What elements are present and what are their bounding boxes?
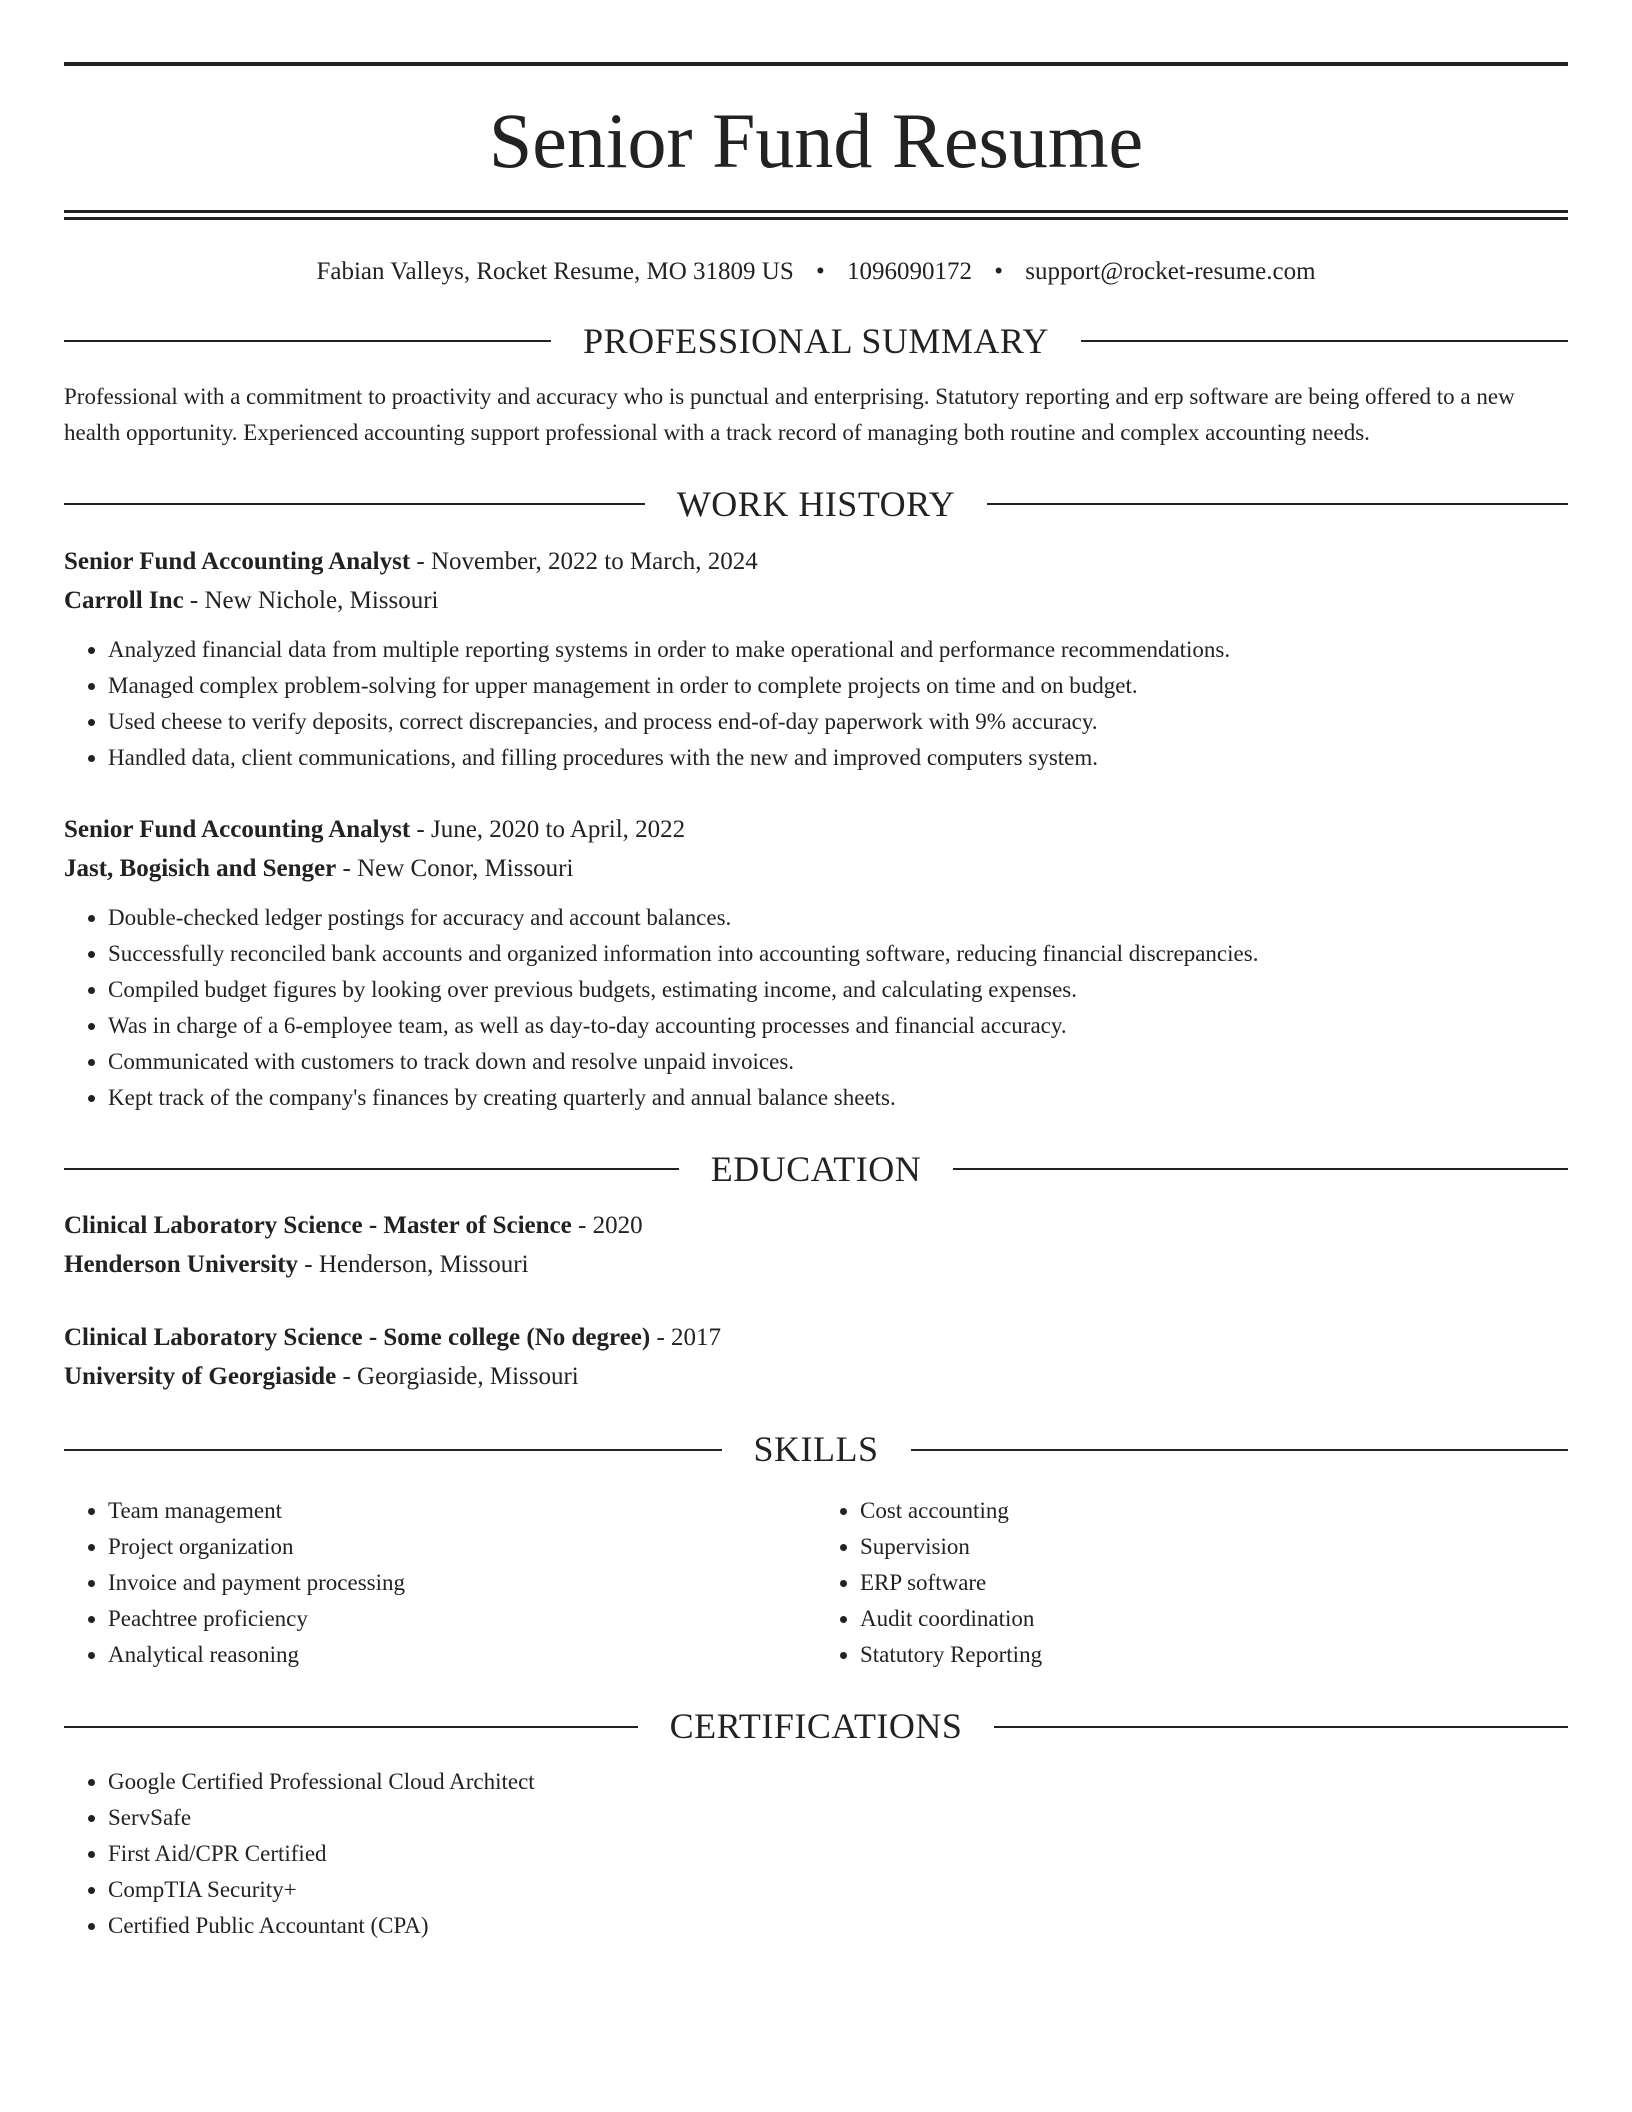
skills-list-left	[64, 1493, 816, 1673]
job-dates: - June, 2020 to April, 2022	[410, 815, 686, 843]
job-company-line	[64, 849, 1568, 888]
list-item: • Successfully reconciled bank accounts and organized information into accounting software, reducing financial discrepancies.	[108, 936, 1568, 972]
section-rule	[1081, 340, 1568, 342]
degree: Clinical Laboratory Science - Master of Science	[64, 1212, 572, 1240]
list-item: • Managed complex problem-solving for upper management in order to complete projects on time and on budget.	[108, 668, 1568, 704]
job-company: Jast, Bogisich and Senger	[64, 854, 337, 882]
skills-columns	[64, 1487, 1568, 1673]
job-entry	[64, 542, 1568, 776]
section-title: SKILLS	[753, 1429, 879, 1470]
section-rule	[64, 1168, 679, 1170]
school-location: - Georgiaside, Missouri	[336, 1363, 579, 1391]
list-item: • Supervision	[860, 1529, 1568, 1565]
section-rule	[64, 1449, 722, 1451]
section-rule	[994, 1726, 1568, 1728]
job-location: - New Nichole, Missouri	[183, 586, 439, 614]
section-rule	[64, 503, 645, 505]
list-item: • Certified Public Accountant (CPA)	[108, 1908, 1568, 1944]
section-title: CERTIFICATIONS	[669, 1706, 963, 1747]
contact-email: support@rocket-resume.com	[1025, 257, 1316, 285]
contact-separator: •	[815, 257, 825, 285]
summary-text: Professional with a commitment to proactivity and accuracy who is punctual and enterprising. Statutory reporting and erp software are being offered to a new health opportunity. Experienced accounting support professional with a track record of managing both routine and complex accounting needs.	[64, 383, 1515, 445]
job-title-line	[64, 810, 1568, 849]
job-dates: - November, 2022 to March, 2024	[410, 547, 758, 575]
job-location: - New Conor, Missouri	[336, 854, 574, 882]
job-role: Senior Fund Accounting Analyst	[64, 547, 411, 575]
contact-address: Fabian Valleys, Rocket Resume, MO 31809 US	[316, 257, 794, 285]
school-line	[64, 1245, 1568, 1284]
list-item: • Was in charge of a 6-employee team, as well as day-to-day accounting processes and financial accuracy.	[108, 1008, 1568, 1044]
list-item: • Compiled budget figures by looking over previous budgets, estimating income, and calculating expenses.	[108, 972, 1568, 1008]
degree: Clinical Laboratory Science - Some college (No degree)	[64, 1324, 651, 1352]
degree-year: - 2020	[571, 1212, 643, 1240]
section-header-summary	[64, 318, 1568, 365]
list-item: • Analyzed financial data from multiple reporting systems in order to make operational and performance recommendations.	[108, 632, 1568, 668]
job-bullets	[64, 632, 1568, 776]
list-item: • Used cheese to verify deposits, correct discrepancies, and process end-of-day paperwork with 9% accuracy.	[108, 704, 1568, 740]
certifications-list	[64, 1764, 1568, 1944]
list-item: • Cost accounting	[860, 1493, 1568, 1529]
section-header-work	[64, 481, 1568, 528]
contact-phone: 1096090172	[847, 257, 972, 285]
section-title: WORK HISTORY	[676, 483, 956, 524]
job-bullets	[64, 900, 1568, 1116]
section-title: EDUCATION	[710, 1148, 922, 1189]
top-rule	[64, 62, 1568, 66]
list-item: • Google Certified Professional Cloud Architect	[108, 1764, 1568, 1800]
list-item: • Handled data, client communications, and filling procedures with the new and improved computers system.	[108, 740, 1568, 776]
job-title-line	[64, 542, 1568, 581]
section-title: PROFESSIONAL SUMMARY	[583, 321, 1049, 362]
section-rule	[911, 1449, 1569, 1451]
school: Henderson University	[64, 1251, 299, 1279]
contact-separator: •	[994, 257, 1004, 285]
list-item: • Communicated with customers to track down and resolve unpaid invoices.	[108, 1044, 1568, 1080]
degree-line	[64, 1206, 1568, 1245]
list-item: • ERP software	[860, 1565, 1568, 1601]
school: University of Georgiaside	[64, 1363, 337, 1391]
title-double-rule	[64, 210, 1568, 220]
degree-line	[64, 1318, 1568, 1357]
list-item: • Double-checked ledger postings for accuracy and account balances.	[108, 900, 1568, 936]
job-entry	[64, 810, 1568, 1116]
school-location: - Henderson, Missouri	[298, 1251, 529, 1279]
job-company-line	[64, 581, 1568, 620]
section-header-certifications	[64, 1703, 1568, 1750]
section-rule	[987, 503, 1568, 505]
section-rule	[64, 340, 551, 342]
list-item: • First Aid/CPR Certified	[108, 1836, 1568, 1872]
list-item: • Analytical reasoning	[108, 1637, 816, 1673]
list-item: • Kept track of the company's finances by creating quarterly and annual balance sheets.	[108, 1080, 1568, 1116]
list-item: • Peachtree proficiency	[108, 1601, 816, 1637]
list-item: • Team management	[108, 1493, 816, 1529]
school-line	[64, 1357, 1568, 1396]
job-company: Carroll Inc	[64, 586, 184, 614]
section-header-education	[64, 1146, 1568, 1193]
education-entry	[64, 1206, 1568, 1284]
list-item: • Audit coordination	[860, 1601, 1568, 1637]
page-title: Senior Fund Resume	[488, 97, 1144, 184]
education-entry	[64, 1318, 1568, 1396]
list-item: • ServSafe	[108, 1800, 1568, 1836]
job-role: Senior Fund Accounting Analyst	[64, 815, 411, 843]
list-item: • Project organization	[108, 1529, 816, 1565]
degree-year: - 2017	[650, 1324, 722, 1352]
skills-list-right	[816, 1493, 1568, 1673]
list-item: • Invoice and payment processing	[108, 1565, 816, 1601]
section-rule	[953, 1168, 1568, 1170]
section-rule	[64, 1726, 638, 1728]
list-item: • Statutory Reporting	[860, 1637, 1568, 1673]
list-item: • CompTIA Security+	[108, 1872, 1568, 1908]
section-header-skills	[64, 1426, 1568, 1473]
contact-line	[64, 256, 1568, 289]
